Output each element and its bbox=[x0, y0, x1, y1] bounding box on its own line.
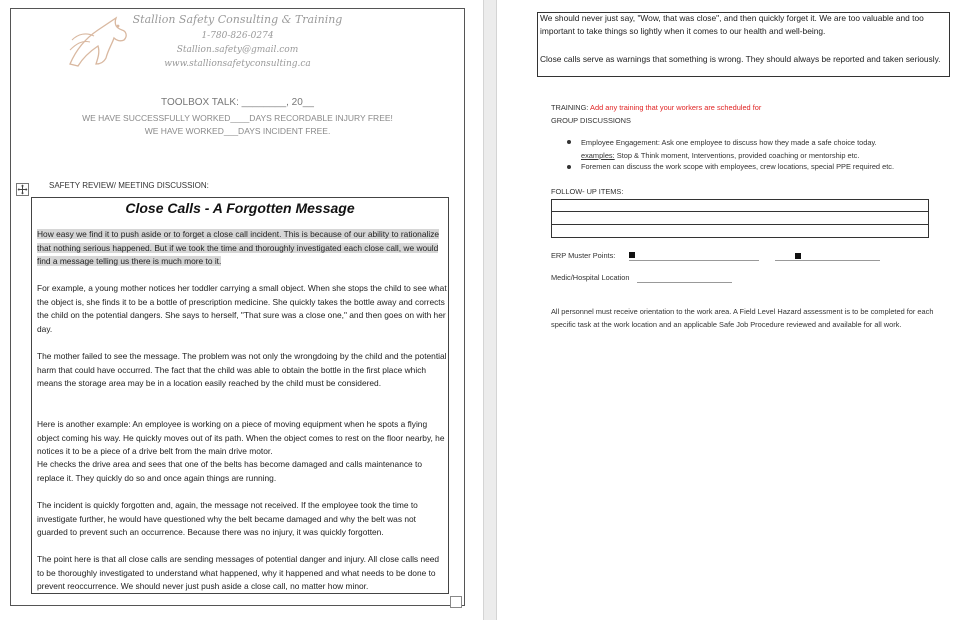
company-website: www.stallionsafetyconsulting.ca bbox=[164, 59, 311, 69]
group-discussions-label: GROUP DISCUSSIONS bbox=[551, 116, 631, 125]
bullet-foremen: Foremen can discuss the work scope with employees, crew locations, special PPE required etc. bbox=[581, 162, 895, 171]
follow-up-label: FOLLOW- UP ITEMS: bbox=[551, 187, 624, 196]
article-paragraph-1 bbox=[37, 228, 447, 269]
examples-text: Stop & Think moment, Interventions, provided coaching or mentorship etc. bbox=[616, 150, 860, 160]
closing-paragraph-2: Close calls serve as warnings that something is wrong. They should always be reported and taken seriously. bbox=[540, 54, 941, 64]
training-note: Add any training that your workers are scheduled for bbox=[590, 103, 762, 112]
muster-point-marker-icon bbox=[795, 253, 801, 259]
examples-label: examples: bbox=[581, 150, 615, 160]
company-phone: 1-780-826-0274 bbox=[201, 31, 274, 41]
article-paragraph-6: The incident is quickly forgotten and, again, the message not received. If the employee took the time to investigate further, he would have questioned why the belt became damaged and why the belt was not guarded to prevent such an occurrence. Because there was no injury, it was quickly forgotten. bbox=[37, 500, 418, 538]
article-paragraph-5: He checks the drive area and sees that one of the belts has become damaged and calls maintenance to replace it. They quickly do so and once again things are running. bbox=[37, 459, 423, 483]
training-line bbox=[551, 103, 761, 112]
training-label: TRAINING: bbox=[551, 103, 589, 112]
company-email: Stallion.safety@gmail.com bbox=[176, 45, 299, 55]
safety-review-label: SAFETY REVIEW/ MEETING DISCUSSION: bbox=[49, 181, 209, 190]
medic-hospital-label: Medic/Hospital Location bbox=[551, 273, 630, 282]
toolbox-talk-heading: TOOLBOX TALK: ________, 20__ bbox=[161, 97, 314, 108]
article-title: Close Calls - A Forgotten Message bbox=[125, 200, 355, 216]
muster-point-1-line[interactable] bbox=[629, 260, 759, 261]
highlighted-intro: How easy we find it to push aside or to forget a close call incident. This is because of our ability to rationalize that nothing serious happened. But if we took the time and thoroughly investigated each close call, we would find a message telling us there is much more to it. bbox=[37, 229, 440, 267]
page-divider bbox=[483, 0, 497, 620]
bullet-dot-icon bbox=[567, 140, 571, 144]
closing-paragraph-1: We should never just say, "Wow, that was close", and then quickly forget it. We are too valuable and too important to take things so lightly when it comes to our health and well-being. bbox=[540, 13, 924, 36]
follow-up-row-divider bbox=[551, 224, 929, 225]
injury-free-days: WE HAVE SUCCESSFULLY WORKED____DAYS RECORDABLE INJURY FREE! bbox=[82, 113, 393, 123]
article-paragraph-4: Here is another example: An employee is working on a piece of moving equipment when he spots a flying object coming his way. He quickly moves out of its path. When the object comes to rest on the floor nearby, he notices it to be a piece of a drive belt from the main drive motor. bbox=[37, 419, 445, 457]
article-paragraph-3: The mother failed to see the message. The problem was not only the wrongdoing by the child and the potential harm that could have occurred. The fact that the child was able to obtain the bottle in the first place which means the storage area may be in a location easily reached by the child must be considered. bbox=[37, 351, 447, 389]
bullet-dot-icon bbox=[567, 165, 571, 169]
orientation-paragraph: All personnel must receive orientation to the work area. A Field Level Hazard assessment is to be completed for each specific task at the work location and an applicable Safe Job Procedure reviewed and available for all work. bbox=[551, 307, 934, 329]
incident-free-days: WE HAVE WORKED___DAYS INCIDENT FREE. bbox=[144, 126, 331, 136]
bullet-employee-engagement bbox=[581, 137, 941, 162]
stallion-horse-logo-icon bbox=[64, 14, 136, 72]
follow-up-row-divider bbox=[551, 211, 929, 212]
table-move-handle-icon[interactable] bbox=[16, 183, 29, 196]
article-paragraph-7: The point here is that all close calls are sending messages of potential danger and injury. All close calls need to be thoroughly investigated to understand what happened, why it happened and what needs to be done to prevent reoccurrence. We should never just push aside a close call, no matter how minor. bbox=[37, 554, 440, 592]
article-paragraph-2: For example, a young mother notices her toddler carrying a small object. When she stops the child to see what the object is, she finds it to be a bottle of prescription medicine. She quickly takes the bottle away and corrects the child on the potential dangers. She says to herself, "That sure was a close one," and then goes on with her day. bbox=[37, 283, 447, 334]
muster-point-marker-icon bbox=[629, 252, 635, 258]
company-name: Stallion Safety Consulting & Training bbox=[132, 13, 343, 26]
table-resize-handle[interactable] bbox=[450, 596, 462, 608]
bullet-1-text: Employee Engagement: Ask one employee to discuss how they made a safe choice today. bbox=[581, 138, 877, 147]
follow-up-table[interactable] bbox=[551, 199, 929, 238]
erp-muster-label: ERP Muster Points: bbox=[551, 251, 616, 260]
medic-hospital-line[interactable] bbox=[637, 282, 732, 283]
muster-point-2-line[interactable] bbox=[775, 260, 880, 261]
